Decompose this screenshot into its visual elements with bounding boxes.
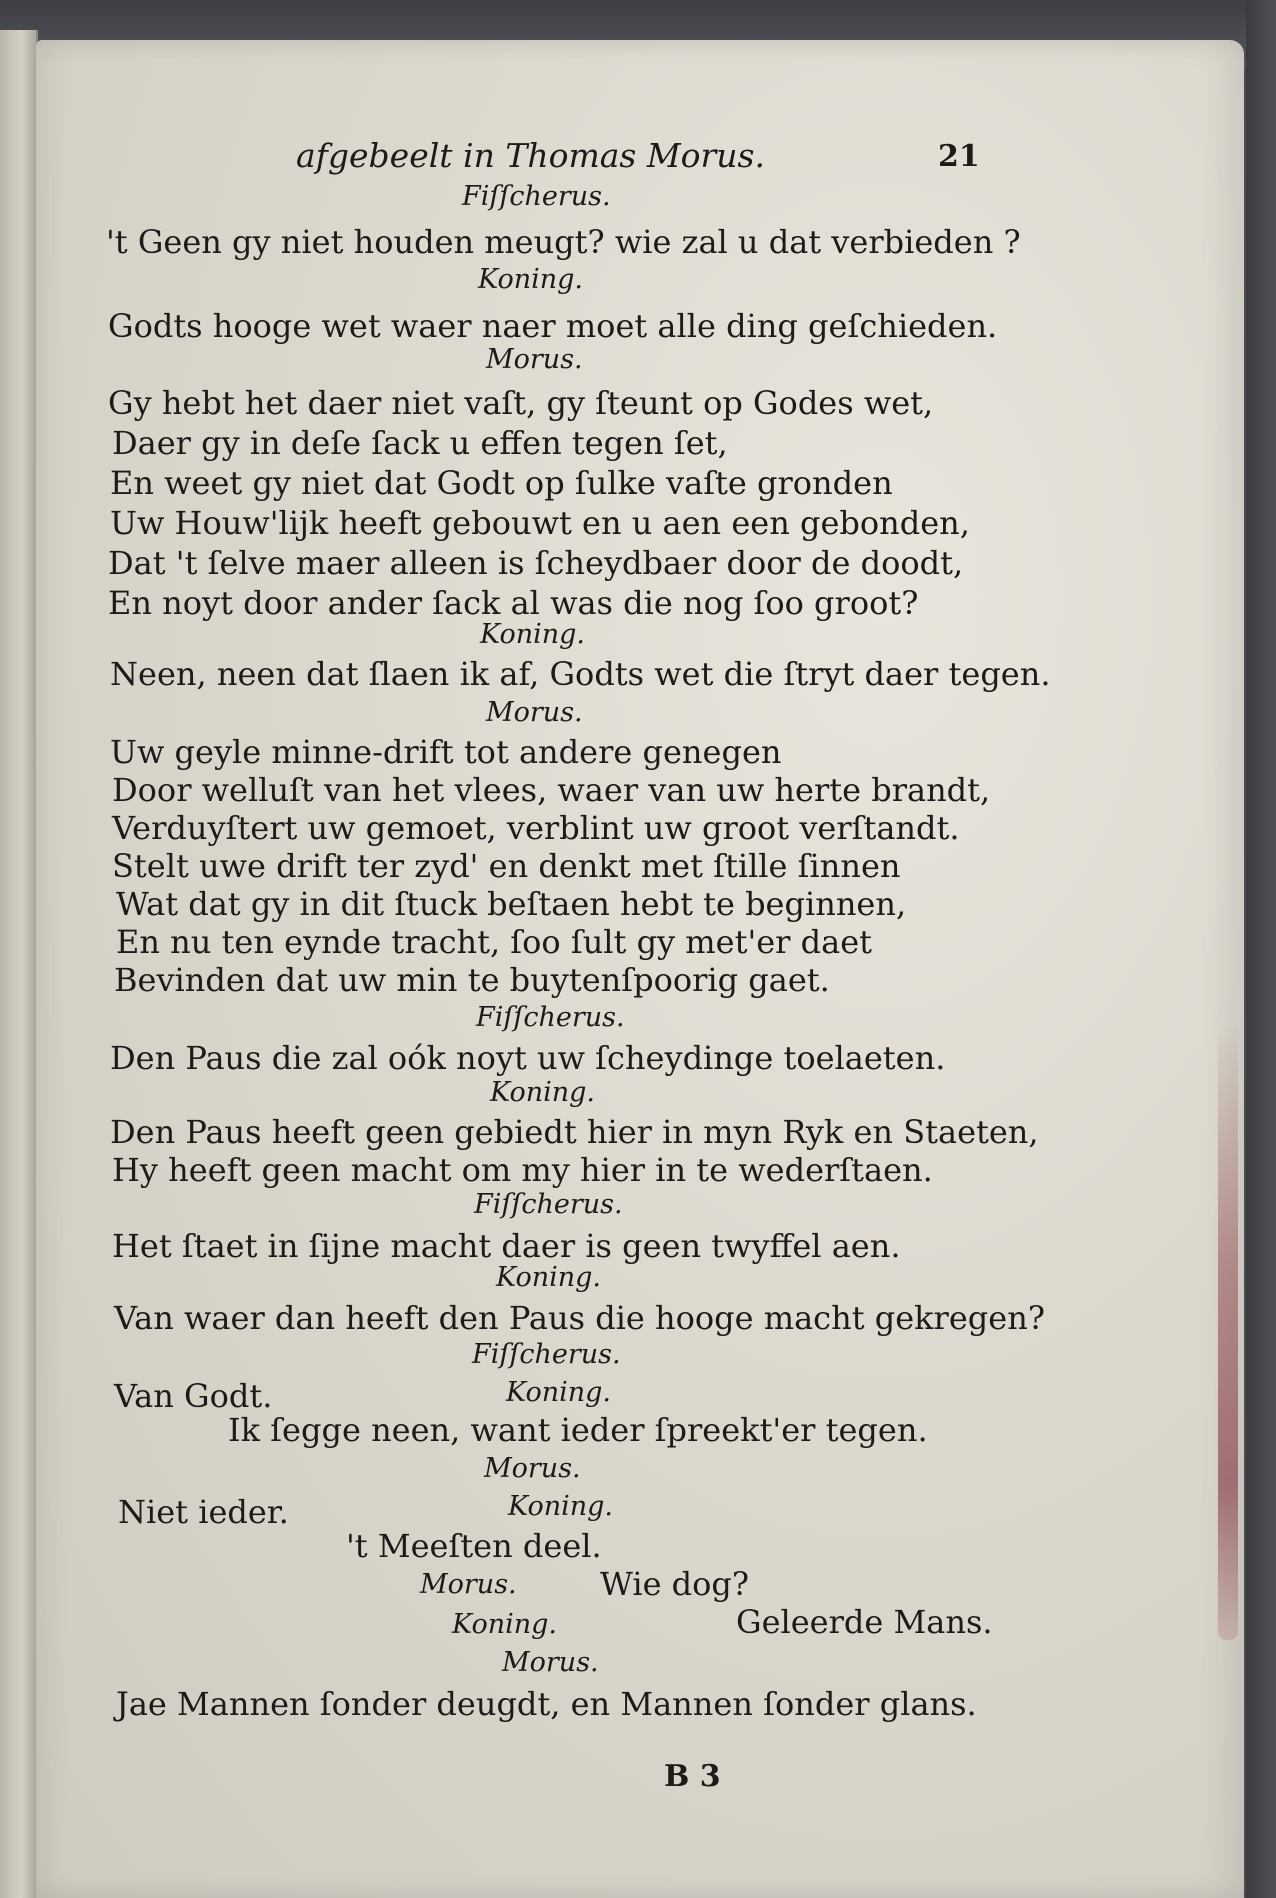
verse-line: Hy heeft geen macht om my hier in te wederſtaen. [112, 1151, 933, 1189]
verse-line: Van waer dan heeft den Paus die hooge macht gekregen? [114, 1299, 1045, 1337]
verse-line: Door welluſt van het vlees, waer van uw herte brandt, [112, 771, 991, 809]
verse-line: Stelt uwe drift ter zyd' en denkt met ſtille ſinnen [112, 847, 901, 885]
verse-line: Gy hebt het daer niet vaſt, gy ſteunt op Godes wet, [108, 384, 934, 422]
verse-line: En weet gy niet dat Godt op ſulke vaſte gronden [110, 464, 893, 502]
verse-line: Jae Mannen ſonder deugdt, en Mannen ſonder glans. [116, 1685, 977, 1723]
verse-line: 't Geen gy niet houden meugt? wie zal u dat verbieden ? [106, 223, 1021, 261]
speaker-label: Morus. [486, 697, 583, 728]
speaker-label: Morus. [484, 1453, 581, 1484]
verse-line: Wat dat gy in dit ſtuck beſtaen hebt te beginnen, [116, 885, 907, 923]
speaker-label: Fiſſcherus. [472, 1339, 621, 1370]
verse-line: Het ſtaet in ſijne macht daer is geen twyffel aen. [112, 1227, 901, 1265]
verse-line: Bevinden dat uw min te buytenſpoorig gaet. [114, 961, 830, 999]
speaker-label: Koning. [452, 1609, 557, 1640]
verse-line: Uw geyle minne-drift tot andere genegen [110, 733, 782, 771]
speaker-label: Fiſſcherus. [476, 1002, 625, 1033]
verse-line: 't Meeſten deel. [346, 1527, 602, 1565]
speaker-label: Morus. [486, 344, 583, 375]
verse-line: Verduyſtert uw gemoet, verblint uw groot verſtandt. [112, 809, 960, 847]
page-number: 21 [938, 139, 980, 174]
verse-line: En nu ten eynde tracht, ſoo ſult gy met'er daet [116, 923, 872, 961]
speaker-label: Koning. [496, 1262, 601, 1293]
speaker-label: Koning. [506, 1377, 611, 1408]
verse-line: Van Godt. [114, 1377, 273, 1415]
speaker-label: Koning. [478, 264, 583, 295]
signature-mark: B 3 [664, 1759, 721, 1794]
verse-line: Den Paus heeft geen gebiedt hier in myn Ryk en Staeten, [110, 1113, 1039, 1151]
speaker-label: Morus. [502, 1647, 599, 1678]
verse-line: Daer gy in deſe ſack u effen tegen ſet, [112, 424, 728, 462]
speaker-label: Fiſſcherus. [474, 1189, 623, 1220]
verse-line: Godts hooge wet waer naer moet alle ding geſchieden. [108, 307, 998, 345]
verse-line: Neen, neen dat ſlaen ik af, Godts wet die ſtryt daer tegen. [110, 655, 1051, 693]
speaker-label: Koning. [480, 619, 585, 650]
verse-line: Dat 't ſelve maer alleen is ſcheydbaer door de doodt, [108, 544, 964, 582]
verse-line: Niet ieder. [118, 1493, 289, 1531]
verse-line: Geleerde Mans. [736, 1603, 993, 1641]
speaker-label: Koning. [508, 1491, 613, 1522]
verse-line: Wie dog? [600, 1565, 750, 1603]
verse-line: Ik ſegge neen, want ieder ſpreekt'er tegen. [228, 1411, 928, 1449]
speaker-label: Morus. [420, 1569, 517, 1600]
verse-line: Uw Houw'lijk heeft gebouwt en u aen een gebonden, [110, 504, 970, 542]
speaker-label: Fiſſcherus. [462, 181, 611, 212]
speaker-label: Koning. [490, 1077, 595, 1108]
verse-line: En noyt door ander ſack al was die nog ſoo groot? [108, 584, 919, 622]
running-head: afgebeelt in Thomas Morus. [296, 136, 765, 175]
verse-line: Den Paus die zal oók noyt uw ſcheydinge toelaeten. [110, 1039, 946, 1077]
